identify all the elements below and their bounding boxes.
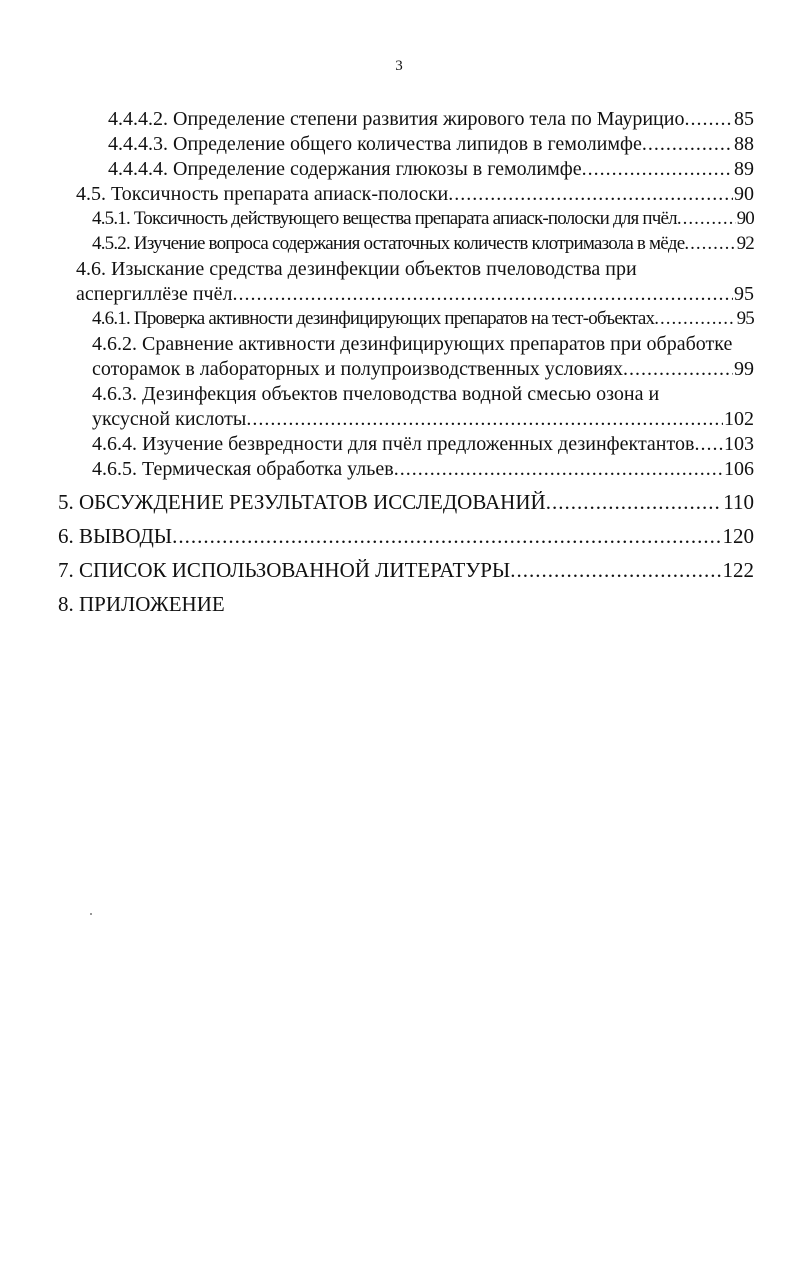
toc-entry-title: 5. ОБСУЖДЕНИЕ РЕЗУЛЬТАТОВ ИССЛЕДОВАНИЙ bbox=[58, 490, 546, 514]
toc-entry-page: 103 bbox=[724, 433, 754, 455]
toc-entry-4-6-3 bbox=[92, 406, 754, 432]
toc-chapter-6 bbox=[58, 523, 754, 549]
toc-leader-dots bbox=[677, 206, 736, 232]
toc-entry-4-6-4 bbox=[92, 431, 754, 457]
toc-entry-title: аспергиллёзе пчёл bbox=[76, 283, 233, 305]
toc-entry-page: 88 bbox=[734, 133, 754, 155]
toc-entry-page: 95 bbox=[734, 283, 754, 305]
toc-leader-dots bbox=[654, 306, 735, 332]
toc-entry-title: соторамок в лабораторных и полупроизводственных условиях bbox=[92, 358, 623, 380]
toc-chapter-5 bbox=[58, 489, 754, 515]
toc-entry-title: 4.4.4.4. Определение содержания глюкозы в гемолимфе bbox=[108, 158, 582, 180]
toc-entry-4-4-4-4 bbox=[108, 156, 754, 182]
toc-entry-title: 4.6.5. Термическая обработка ульев bbox=[92, 458, 394, 480]
toc-leader-dots bbox=[623, 356, 733, 382]
toc-leader-dots bbox=[546, 489, 723, 515]
toc-entry-page: 110 bbox=[723, 490, 754, 514]
toc-entry-4-6 bbox=[76, 281, 754, 307]
toc-entry-title: 4.6.4. Изучение безвредности для пчёл предложенных дезинфектантов bbox=[92, 433, 695, 455]
toc-entry-title: 4.5.2. Изучение вопроса содержания остаточных количеств клотримазола в мёде bbox=[92, 233, 685, 254]
toc-entry-title: 4.4.4.2. Определение степени развития жирового тела по Маурицио bbox=[108, 108, 685, 130]
toc-entry-title: 6. ВЫВОДЫ bbox=[58, 524, 173, 548]
toc-leader-dots bbox=[246, 406, 723, 432]
toc-chapter-8: 8. ПРИЛОЖЕНИЕ bbox=[58, 592, 225, 616]
toc-leader-dots bbox=[232, 281, 733, 307]
toc-chapter-7 bbox=[58, 557, 754, 583]
toc-entry-page: 95 bbox=[736, 308, 754, 329]
toc-entry-page: 122 bbox=[722, 558, 754, 582]
toc-entry-4-6-2-line1: 4.6.2. Сравнение активности дезинфицирующих препаратов при обработке bbox=[92, 333, 733, 355]
toc-entry-4-6-5 bbox=[92, 456, 754, 482]
toc-entry-4-4-4-2 bbox=[108, 106, 754, 132]
toc-entry-4-5-2 bbox=[92, 231, 754, 257]
toc-entry-4-5-1 bbox=[92, 206, 754, 232]
toc-entry-page: 85 bbox=[734, 108, 754, 130]
toc-entry-title: 4.4.4.3. Определение общего количества липидов в гемолимфе bbox=[108, 133, 642, 155]
toc-entry-title: 4.5.1. Токсичность действующего вещества препарата апиаск-полоски для пчёл bbox=[92, 208, 677, 229]
toc-entry-4-6-line1: 4.6. Изыскание средства дезинфекции объектов пчеловодства при bbox=[76, 258, 637, 280]
toc-entry-page: 120 bbox=[722, 524, 754, 548]
toc-entry-4-6-2 bbox=[92, 356, 754, 382]
toc-leader-dots bbox=[684, 231, 735, 257]
toc-entry-4-6-1 bbox=[92, 306, 754, 332]
toc-leader-dots bbox=[510, 557, 721, 583]
toc-entry-4-4-4-3 bbox=[108, 131, 754, 157]
toc-entry-page: 90 bbox=[734, 183, 754, 205]
toc-entry-page: 99 bbox=[734, 358, 754, 380]
toc-leader-dots bbox=[394, 456, 723, 482]
page-number: 3 bbox=[395, 58, 403, 74]
toc-entry-page: 102 bbox=[724, 408, 754, 430]
toc-entry-4-6-3-line1: 4.6.3. Дезинфекция объектов пчеловодства водной смесью озона и bbox=[92, 383, 660, 405]
toc-entry-title: уксусной кислоты bbox=[92, 408, 247, 430]
toc-leader-dots bbox=[642, 131, 733, 157]
toc-leader-dots bbox=[694, 431, 723, 457]
toc-entry-title: 4.5. Токсичность препарата апиаск-полоски bbox=[76, 183, 449, 205]
toc-leader-dots bbox=[684, 106, 733, 132]
toc-entry-page: 90 bbox=[736, 208, 754, 229]
toc-entry-4-5 bbox=[76, 181, 754, 207]
toc-entry-page: 106 bbox=[724, 458, 754, 480]
toc-entry-page: 92 bbox=[736, 233, 754, 254]
toc-leader-dots bbox=[582, 156, 733, 182]
scan-speck bbox=[90, 913, 92, 915]
toc-entry-title: 7. СПИСОК ИСПОЛЬЗОВАННОЙ ЛИТЕРАТУРЫ bbox=[58, 558, 511, 582]
toc-leader-dots bbox=[448, 181, 733, 207]
toc-leader-dots bbox=[172, 523, 721, 549]
toc-entry-page: 89 bbox=[734, 158, 754, 180]
toc-entry-title: 4.6.1. Проверка активности дезинфицирующих препаратов на тест-объектах bbox=[92, 308, 655, 329]
